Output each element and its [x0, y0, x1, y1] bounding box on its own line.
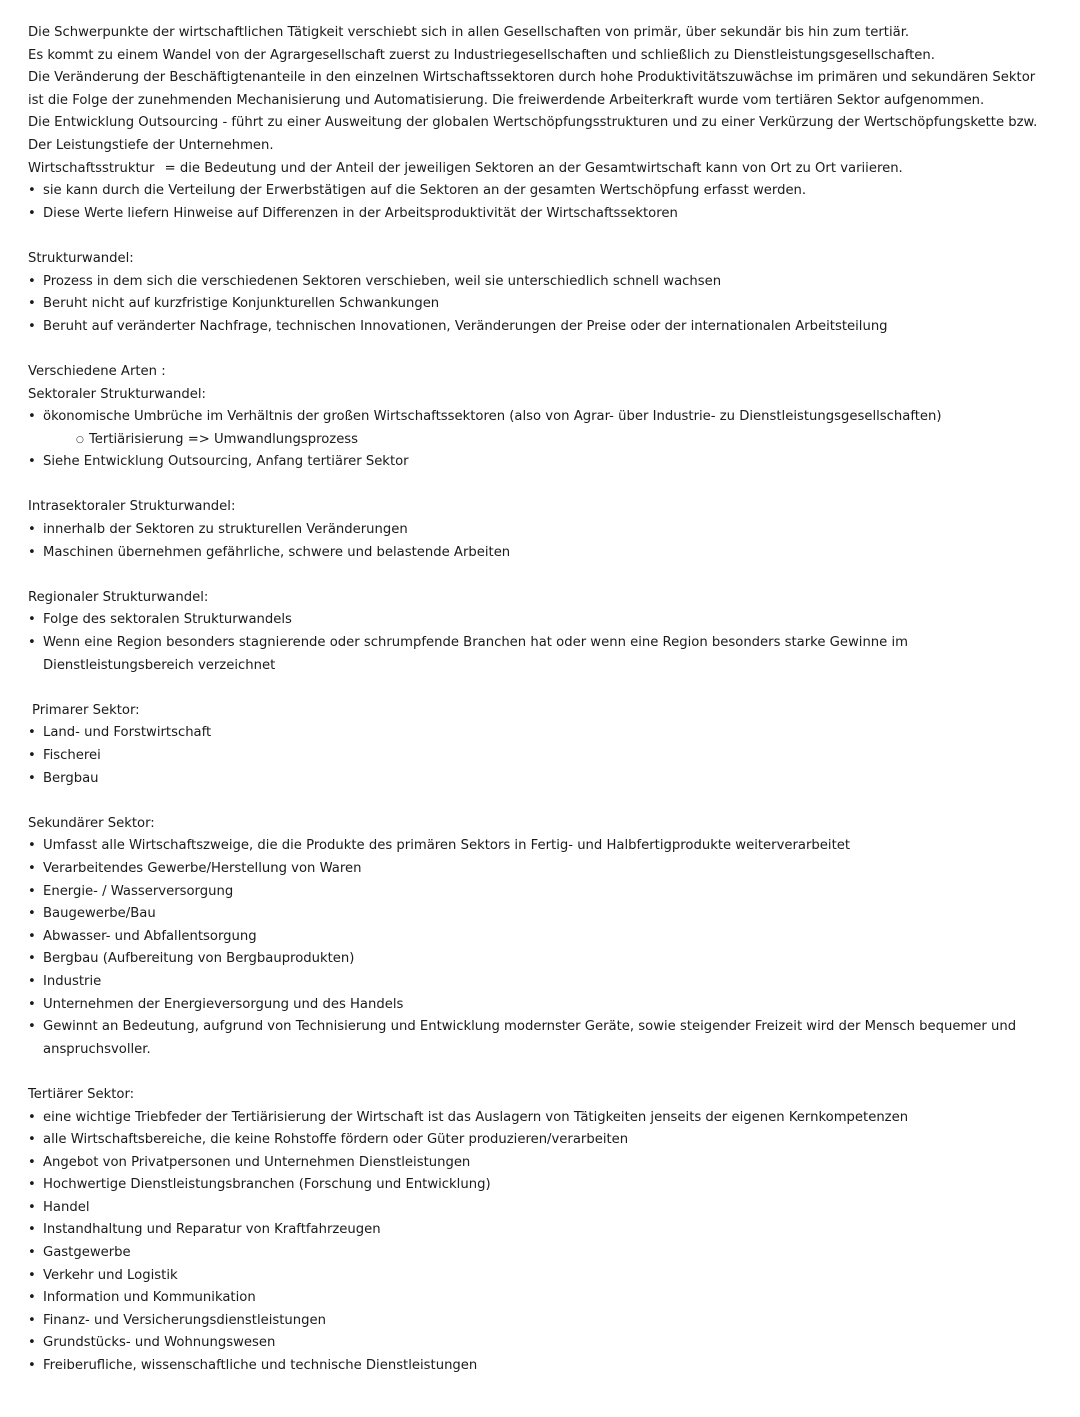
- list-item: • Gastgewerbe: [0, 1242, 1080, 1265]
- wirtschaftsstruktur-definition: [0, 158, 1080, 181]
- list-item: • Baugewerbe/Bau: [0, 903, 1080, 926]
- tertiaer-heading-row: [0, 1084, 1080, 1107]
- sektoral-heading-row: [0, 384, 1080, 407]
- intro-line-3: Die Veränderung der Beschäftigtenanteile in den einzelnen Wirtschaftssektoren durch hohe Produktivitätszuwächse im primären und sekundären Sektor ist die Folge der zunehmenden Mechanisierung und Automatisierung. Die freiwerdende Arbeiterkraft wurde vom tertiären Sektor aufgenommen.: [28, 70, 1036, 108]
- strukturwandel-heading: Strukturwandel:: [0, 248, 140, 271]
- list-item: • Instandhaltung und Reparatur von Kraftfahrzeugen: [0, 1219, 1080, 1242]
- arten-label: Verschiedene Arten :: [28, 363, 166, 379]
- list-item: • Beruht nicht auf kurzfristige Konjunkturellen Schwankungen: [0, 293, 1080, 316]
- primaer-list: [0, 722, 1080, 790]
- list-item: • Beruht auf veränderter Nachfrage, technischen Innovationen, Veränderungen der Preise oder der internationalen Arbeitsteilung: [0, 316, 1080, 339]
- regional-heading: Regionaler Strukturwandel:: [0, 587, 214, 610]
- list-item: • Prozess in dem sich die verschiedenen Sektoren verschieben, weil sie unterschiedlich schnell wachsen: [0, 271, 1080, 294]
- list-item: • Energie- / Wasserversorgung: [0, 881, 1080, 904]
- sektoral-list: [0, 406, 1080, 474]
- intro-line-4: Die Entwicklung Outsourcing - führt zu einer Ausweitung der globalen Wertschöpfungsstrukturen und zu einer Verkürzung der Wertschöpfungskette bzw. Der Leistungstiefe der Unternehmen.: [28, 115, 1038, 153]
- intrasektoral-heading-row: [0, 496, 1080, 519]
- list-item: • Handel: [0, 1197, 1080, 1220]
- intro-line-2: Es kommt zu einem Wandel von der Agrargesellschaft zuerst zu Industriegesellschaften und schließlich zu Dienstleistungsgesellschaften.: [28, 47, 935, 63]
- list-item: • Siehe Entwicklung Outsourcing, Anfang tertiärer Sektor: [0, 451, 1080, 474]
- list-item: • alle Wirtschaftsbereiche, die keine Rohstoffe fördern oder Güter produzieren/verarbeiten: [0, 1129, 1080, 1152]
- list-item: • Wenn eine Region besonders stagnierende oder schrumpfende Branchen hat oder wenn eine Region besonders starke Gewinne im Dienstleistungsbereich verzeichnet: [0, 632, 1080, 677]
- tertiaer-list: [0, 1107, 1080, 1378]
- list-item: • sie kann durch die Verteilung der Erwerbstätigen auf die Sektoren an der gesamten Wertschöpfung erfasst werden.: [0, 180, 1080, 203]
- intro-line-1: Die Schwerpunkte der wirtschaftlichen Tätigkeit verschiebt sich in allen Gesellschaften von primär, über sekundär bis hin zum tertiär.: [28, 25, 910, 40]
- regional-heading-row: [0, 587, 1080, 610]
- list-item: • Freiberufliche, wissenschaftliche und technische Dienstleistungen: [0, 1355, 1080, 1378]
- list-item: • Bergbau (Aufbereitung von Bergbauprodukten): [0, 948, 1080, 971]
- sekundaer-list: [0, 835, 1080, 1061]
- list-item: • Diese Werte liefern Hinweise auf Differenzen in der Arbeitsproduktivität der Wirtschaftssektoren: [0, 203, 1080, 226]
- wirtschaftsstruktur-list: [0, 180, 1080, 225]
- list-item: • Folge des sektoralen Strukturwandels: [0, 609, 1080, 632]
- list-item: • Information und Kommunikation: [0, 1287, 1080, 1310]
- tertiaer-heading: Tertiärer Sektor:: [0, 1084, 140, 1107]
- list-item: • Bergbau: [0, 768, 1080, 791]
- list-item: • Industrie: [0, 971, 1080, 994]
- list-item: • Grundstücks- und Wohnungswesen: [0, 1332, 1080, 1355]
- list-item: • Maschinen übernehmen gefährliche, schwere und belastende Arbeiten: [0, 542, 1080, 565]
- strukturwandel-heading-row: [0, 248, 1080, 271]
- wirtschaftsstruktur-definition-text: = die Bedeutung und der Anteil der jeweiligen Sektoren an der Gesamtwirtschaft kann von Ort zu Ort variieren.: [160, 160, 903, 176]
- list-item: • eine wichtige Triebfeder der Tertiärisierung der Wirtschaft ist das Auslagern von Tätigkeiten jenseits der eigenen Kernkompetenzen: [0, 1107, 1080, 1130]
- list-item: • Finanz- und Versicherungsdienstleistungen: [0, 1310, 1080, 1333]
- list-item: • Fischerei: [0, 745, 1080, 768]
- sektoral-heading: Sektoraler Strukturwandel:: [0, 384, 212, 407]
- intrasektoral-heading: Intrasektoraler Strukturwandel:: [0, 496, 241, 519]
- regional-list: [0, 609, 1080, 677]
- list-item: • innerhalb der Sektoren zu strukturellen Veränderungen: [0, 519, 1080, 542]
- document-page: [0, 22, 1080, 1378]
- sub-list-item: ○ Tertiärisierung => Umwandlungsprozess: [0, 429, 1080, 452]
- wirtschaftsstruktur-term: Wirtschaftsstruktur: [0, 158, 160, 181]
- sekundaer-heading-row: [0, 813, 1080, 836]
- list-item: • Gewinnt an Bedeutung, aufgrund von Technisierung und Entwicklung modernster Geräte, sowie steigender Freizeit wird der Mensch bequemer und anspruchsvoller.: [0, 1016, 1080, 1061]
- list-item: • Abwasser- und Abfallentsorgung: [0, 926, 1080, 949]
- primaer-heading: Primarer Sektor:: [0, 700, 146, 723]
- intrasektoral-list: [0, 519, 1080, 564]
- list-item: • Hochwertige Dienstleistungsbranchen (Forschung und Entwicklung): [0, 1174, 1080, 1197]
- primaer-heading-row: [0, 700, 1080, 723]
- sekundaer-heading: Sekundärer Sektor:: [0, 813, 161, 836]
- strukturwandel-list: [0, 271, 1080, 339]
- list-item: • Verkehr und Logistik: [0, 1265, 1080, 1288]
- list-item: • Verarbeitendes Gewerbe/Herstellung von Waren: [0, 858, 1080, 881]
- list-item: • Umfasst alle Wirtschaftszweige, die die Produkte des primären Sektors in Fertig- und Halbfertigprodukte weiterverarbeitet: [0, 835, 1080, 858]
- list-item: • Unternehmen der Energieversorgung und des Handels: [0, 994, 1080, 1017]
- list-item: • Angebot von Privatpersonen und Unternehmen Dienstleistungen: [0, 1152, 1080, 1175]
- list-item: • Land- und Forstwirtschaft: [0, 722, 1080, 745]
- list-item: • ökonomische Umbrüche im Verhältnis der großen Wirtschaftssektoren (also von Agrar- über Industrie- zu Dienstleistungsgesellschaften): [0, 406, 1080, 429]
